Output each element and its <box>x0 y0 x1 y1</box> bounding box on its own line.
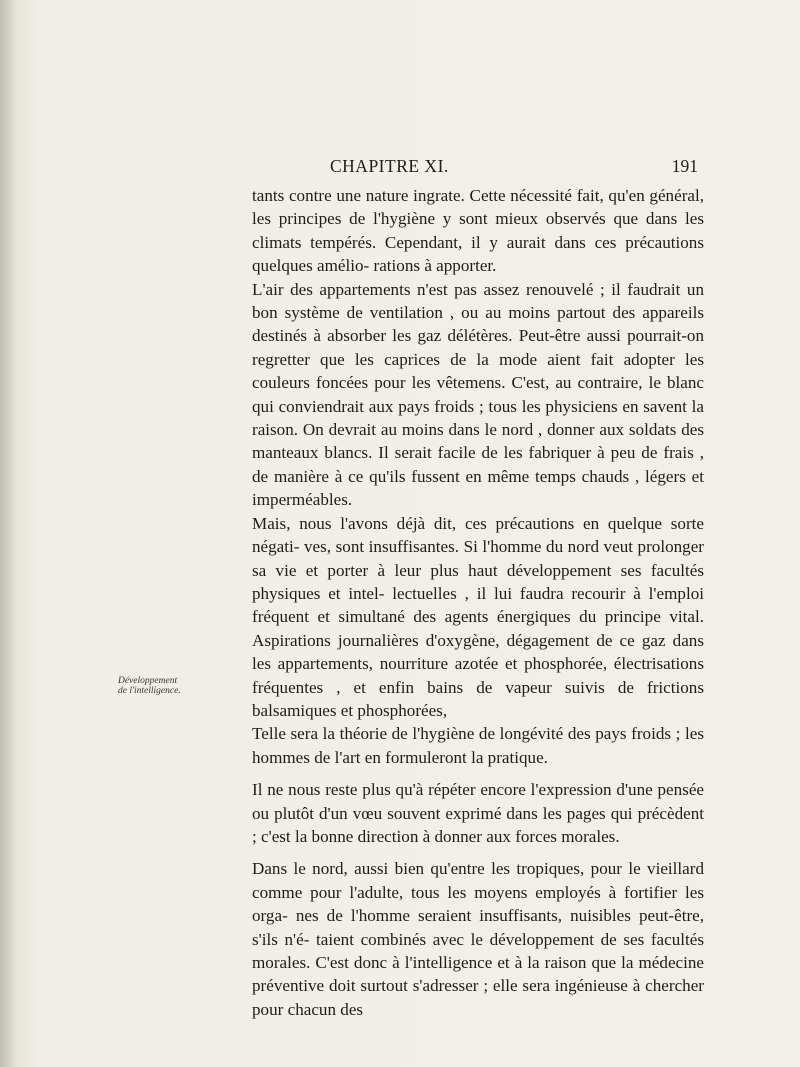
marginal-note-line-1: Développement <box>118 676 178 686</box>
chapter-title: CHAPITRE XI. <box>330 156 449 176</box>
paragraph-6: Dans le nord, aussi bien qu'entre les tropiques, pour le vieillard comme pour l'adulte, tous les moyens employés à fortifier les orga- nes de l'homme seraient insuffisants, nuisibles peut-être, s'ils n'é- taient combinés avec le développement de ses facultés morales. C'est donc à l'intelligence et à la raison que la médecine préventive doit surtout s'adresser ; elle sera ingénieuse à chercher pour chacun des <box>252 859 704 1019</box>
paragraph-1: tants contre une nature ingrate. Cette nécessité fait, qu'en général, les principes de l'hygiène y sont mieux observés que dans les climats tempérés. Cependant, il y aurait dans ces précautions quelques amélio- rations à apporter. <box>252 186 704 276</box>
marginal-note <box>118 676 210 696</box>
running-head <box>120 156 700 182</box>
paragraph-2: L'air des appartements n'est pas assez renouvelé ; il faudrait un bon système de ventilation , ou au moins partout des appareils destinés à absorber les gaz délétères. Peut-être aussi pourrait-on regretter que les caprices de la mode aient fait adopter les couleurs foncées pour les vêtemens. C'est, au contraire, le blanc qui conviendrait aux pays froids ; tous les physiciens en savent la raison. On devrait au moins dans le nord , donner aux soldats des manteaux blancs. Il serait facile de les fabriquer à peu de frais , de manière à ce qu'ils fussent en même temps chauds , légers et imperméables. <box>252 279 704 510</box>
paragraph-3: Mais, nous l'avons déjà dit, ces précautions en quelque sorte négati- ves, sont insuffisantes. Si l'homme du nord veut prolonger sa vie et porter à leur plus haut développement ses facultés physiques et intel- lectuelles , il lui faudra recourir à l'emploi fréquent et simultané des agents énergiques du principe vital. Aspirations journalières d'oxygène, dégagement de ce gaz dans les appartements, nourriture azotée et phosphorée, électrisations fréquentes , et enfin bains de vapeur suivis de frictions balsamiques et phosphorées, <box>252 513 704 720</box>
marginal-note-line-2: de l'intelligence. <box>118 686 181 696</box>
paragraph-5: Il ne nous reste plus qu'à répéter encore l'expression d'une pensée ou plutôt d'un vœu souvent exprimé dans les pages qui précèdent ; c'est la bonne direction à donner aux forces morales. <box>252 780 704 846</box>
binding-shadow <box>0 0 16 1067</box>
body-text <box>252 184 704 1021</box>
page-number: 191 <box>671 156 698 176</box>
paragraph-4: Telle sera la théorie de l'hygiène de longévité des pays froids ; les hommes de l'art en formuleront la pratique. <box>252 724 704 767</box>
